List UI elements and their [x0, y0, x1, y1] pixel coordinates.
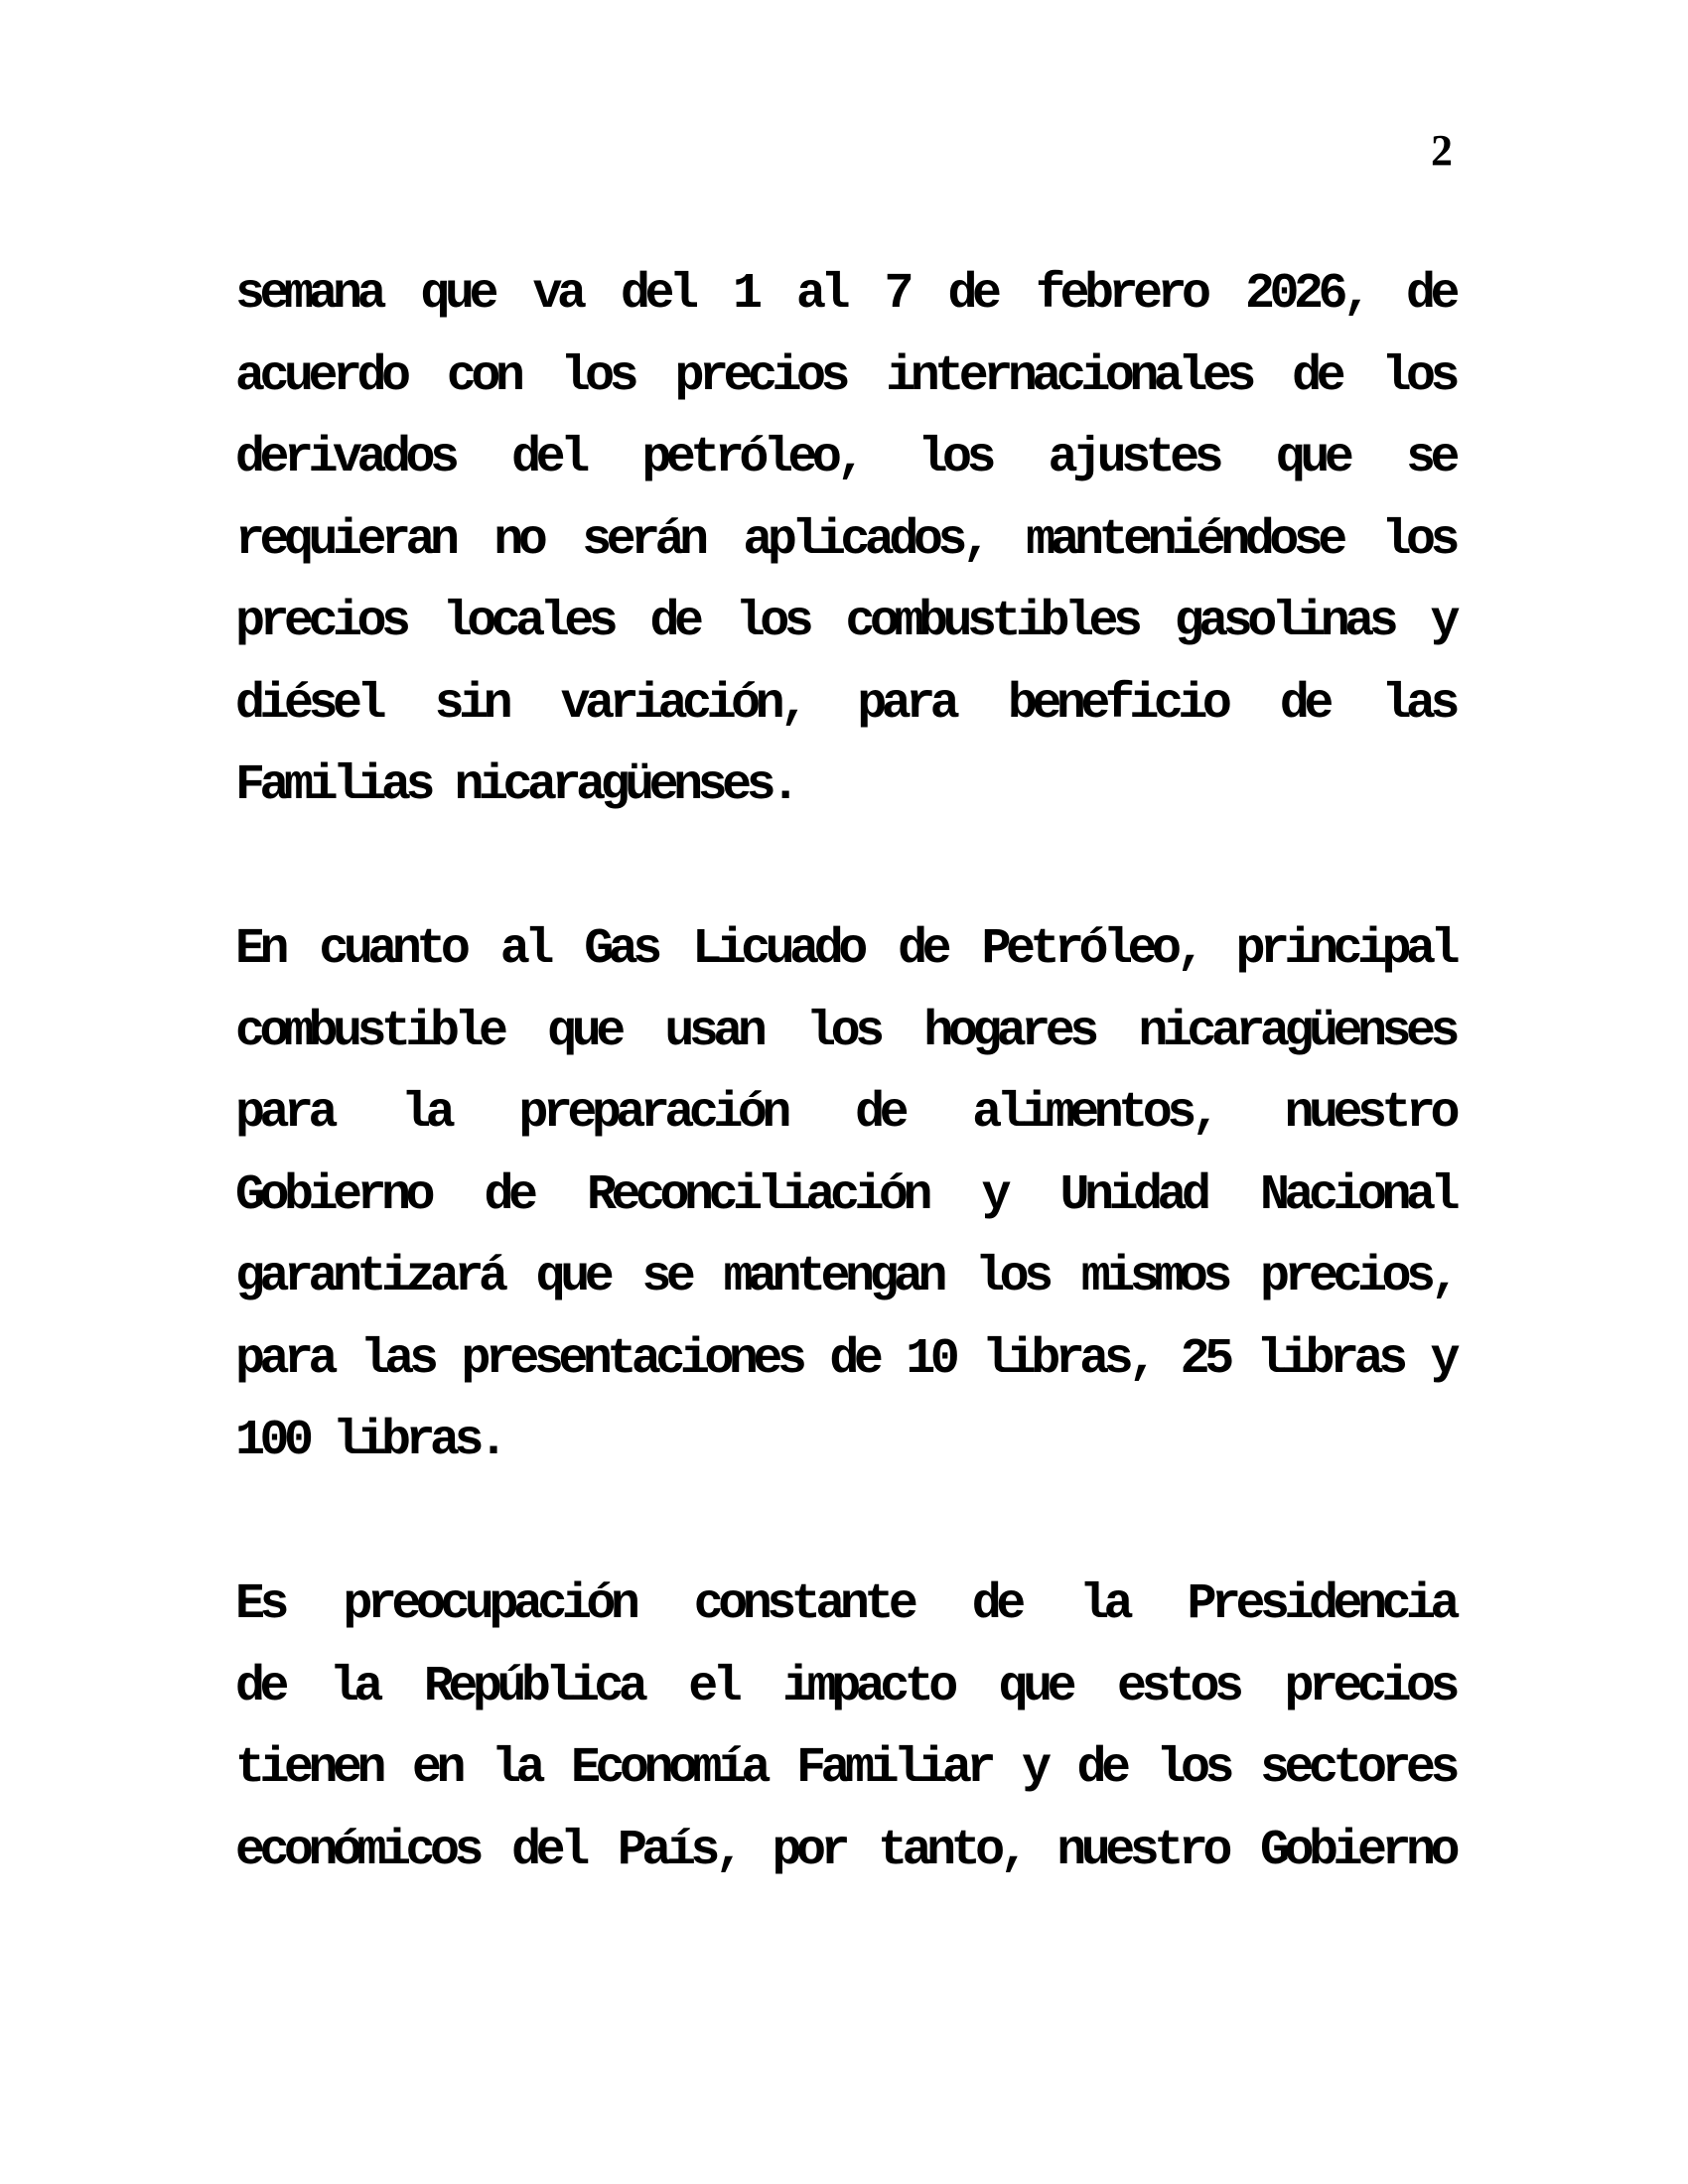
- text-line: garantizará que se mantengan los mismos precios,: [235, 1249, 1455, 1305]
- text-line: combustible que usan los hogares nicaragüenses: [235, 1003, 1455, 1060]
- page-number: 2: [1431, 126, 1453, 175]
- text-line: económicos del País, por tanto, nuestro Gobierno: [235, 1822, 1455, 1879]
- text-line: diésel sin variación, para beneficio de las: [235, 675, 1455, 733]
- text-line: tienen en la Economía Familiar y de los sectores: [235, 1740, 1455, 1797]
- text-line: Familias nicaragüenses.: [235, 757, 795, 814]
- paragraph: [235, 909, 1455, 1483]
- text-line: Gobierno de Reconciliación y Unidad Nacional: [235, 1166, 1455, 1224]
- text-line: derivados del petróleo, los ajustes que se: [235, 430, 1455, 486]
- text-line: En cuanto al Gas Licuado de Petróleo, principal: [235, 921, 1455, 978]
- text-line: para las presentaciones de 10 libras, 25 libras y: [235, 1330, 1455, 1388]
- text-line: 100 libras.: [235, 1413, 503, 1469]
- text-line: Es preocupación constante de la Presidencia: [235, 1576, 1455, 1633]
- text-line: precios locales de los combustibles gasolinas y: [235, 594, 1455, 650]
- paragraph: [235, 1565, 1455, 1892]
- document-body: [235, 254, 1455, 1892]
- paragraph: [235, 254, 1455, 828]
- text-line: semana que va del 1 al 7 de febrero 2026, de: [235, 266, 1455, 323]
- text-line: acuerdo con los precios internacionales de los: [235, 347, 1455, 405]
- text-line: para la preparación de alimentos, nuestro: [235, 1085, 1455, 1142]
- text-line: requieran no serán aplicados, manteniéndose los: [235, 511, 1455, 569]
- text-line: de la República el impacto que estos precios: [235, 1658, 1455, 1715]
